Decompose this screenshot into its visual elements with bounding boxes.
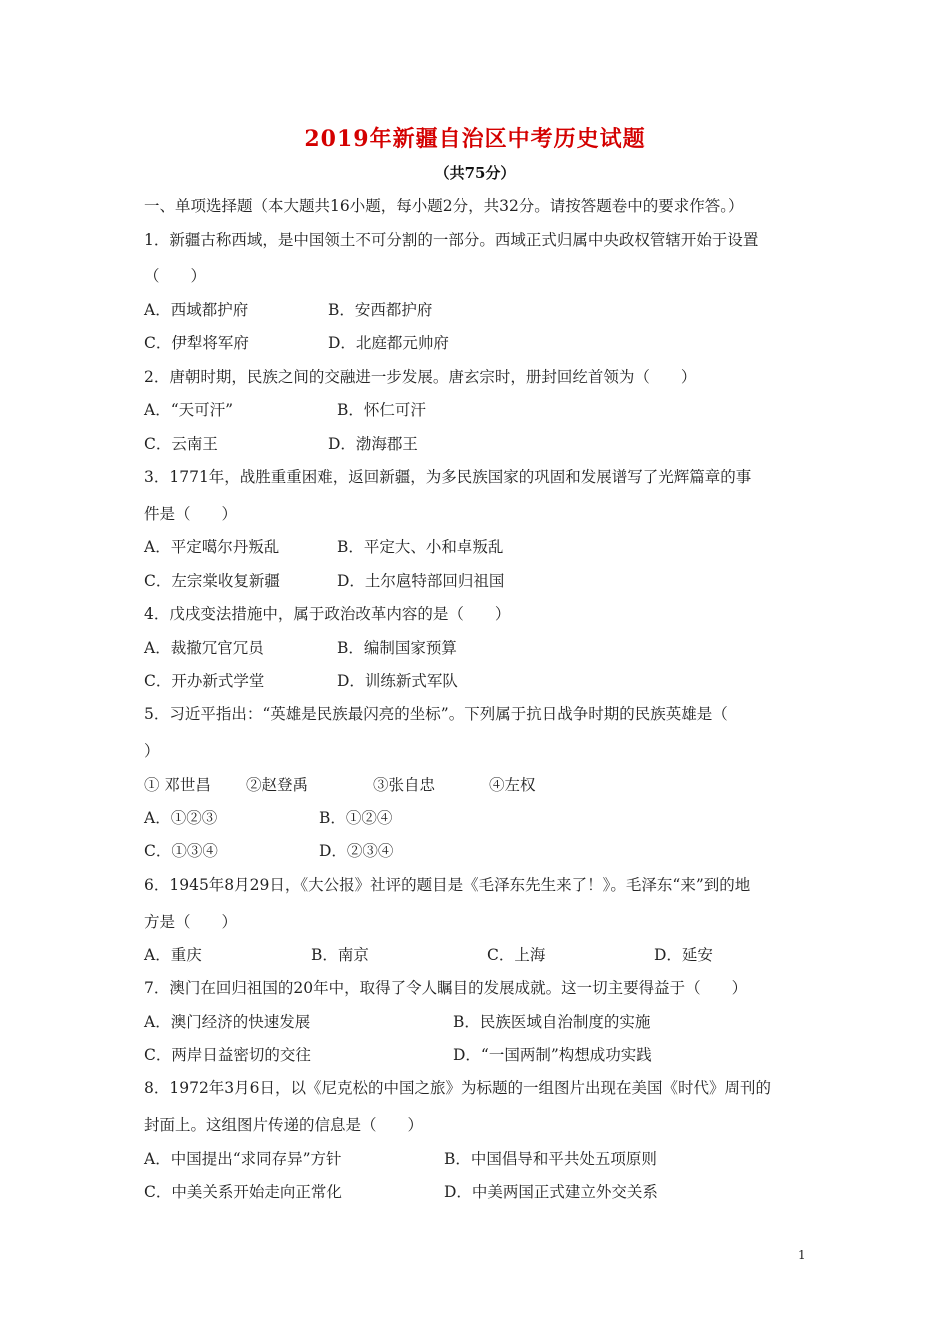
question-3-stem: 3．1771年，战胜重重困难，返回新疆，为多民族国家的巩固和发展谱写了光辉篇章的事 bbox=[144, 468, 752, 486]
question-6-stem: 6．1945年8月29日，《大公报》社评的题目是《毛泽东先生来了！》。毛泽东“来”到的地 bbox=[144, 876, 751, 894]
exam-title: 2019年新疆自治区中考历史试题 bbox=[304, 126, 646, 152]
question-5-option-d: D．②③④ bbox=[319, 842, 394, 860]
question-2-stem: 2．唐朝时期，民族之间的交融进一步发展。唐玄宗时，册封回纥首领为（ ） bbox=[144, 368, 697, 386]
question-6-option-a: A．重庆 bbox=[144, 946, 202, 964]
question-5-item-3: ③张自忠 bbox=[373, 776, 436, 794]
question-1-stem: 1．新疆古称西域，是中国领土不可分割的一部分。西域正式归属中央政权管辖开始于设置 bbox=[144, 231, 759, 249]
question-3-stem-cont: 件是（ ） bbox=[144, 505, 238, 523]
question-5-option-a: A．①②③ bbox=[144, 809, 218, 827]
question-5-option-b: B．①②④ bbox=[319, 809, 393, 827]
question-8-option-a: A．中国提出“求同存异”方针 bbox=[144, 1150, 342, 1168]
question-5-item-1: ① 邓世昌 bbox=[144, 776, 211, 794]
exam-subtitle: （共75分） bbox=[434, 164, 516, 182]
question-5-stem: 5．习近平指出：“英雄是民族最闪亮的坐标”。下列属于抗日战争时期的民族英雄是（ bbox=[144, 705, 728, 723]
question-5-stem-cont: ） bbox=[144, 742, 160, 760]
question-1-stem-cont: （ ） bbox=[144, 267, 207, 285]
question-7-stem: 7．澳门在回归祖国的20年中，取得了令人瞩目的发展成就。这一切主要得益于（ ） bbox=[144, 979, 748, 997]
question-5-item-4: ④左权 bbox=[489, 776, 536, 794]
question-4-option-a: A．裁撤冗官冗员 bbox=[144, 639, 264, 657]
question-8-option-c: C．中美关系开始走向正常化 bbox=[144, 1183, 342, 1201]
question-7-option-a: A．澳门经济的快速发展 bbox=[144, 1013, 311, 1031]
question-5-item-2: ②赵登禹 bbox=[246, 776, 309, 794]
page-number: 1 bbox=[798, 1248, 806, 1262]
question-8-option-b: B．中国倡导和平共处五项原则 bbox=[444, 1150, 657, 1168]
question-8-stem-cont: 封面上。这组图片传递的信息是（ ） bbox=[144, 1116, 424, 1134]
question-6-option-c: C．上海 bbox=[487, 946, 546, 964]
question-4-option-c: C．开办新式学堂 bbox=[144, 672, 265, 690]
question-3-option-a: A．平定噶尔丹叛乱 bbox=[144, 538, 280, 556]
question-3-option-b: B．平定大、小和卓叛乱 bbox=[337, 538, 504, 556]
question-6-option-d: D．延安 bbox=[654, 946, 713, 964]
question-1-option-a: A．西域都护府 bbox=[144, 301, 249, 319]
question-8-stem: 8．1972年3月6日，以《尼克松的中国之旅》为标题的一组图片出现在美国《时代》周刊的 bbox=[144, 1079, 772, 1097]
question-1-option-d: D．北庭都元帅府 bbox=[328, 334, 449, 352]
question-4-option-d: D．训练新式军队 bbox=[337, 672, 458, 690]
question-8-option-d: D．中美两国正式建立外交关系 bbox=[444, 1183, 658, 1201]
question-3-option-c: C．左宗棠收复新疆 bbox=[144, 572, 280, 590]
question-6-stem-cont: 方是（ ） bbox=[144, 913, 238, 931]
question-1-option-c: C．伊犁将军府 bbox=[144, 334, 249, 352]
question-4-stem: 4．戊戌变法措施中，属于政治改革内容的是（ ） bbox=[144, 605, 511, 623]
question-6-option-b: B．南京 bbox=[311, 946, 369, 964]
question-3-option-d: D．土尔扈特部回归祖国 bbox=[337, 572, 505, 590]
question-5-option-c: C．①③④ bbox=[144, 842, 218, 860]
question-4-option-b: B．编制国家预算 bbox=[337, 639, 457, 657]
question-1-option-b: B．安西都护府 bbox=[328, 301, 433, 319]
question-2-option-d: D．渤海郡王 bbox=[328, 435, 418, 453]
question-7-option-b: B．民族医域自治制度的实施 bbox=[453, 1013, 651, 1031]
section-heading: 一、单项选择题（本大题共16小题，每小题2分，共32分。请按答题卷中的要求作答。） bbox=[144, 197, 744, 215]
question-2-option-c: C．云南王 bbox=[144, 435, 218, 453]
question-7-option-d: D．“一国两制”构想成功实践 bbox=[453, 1046, 652, 1064]
question-2-option-b: B．怀仁可汗 bbox=[337, 401, 426, 419]
question-7-option-c: C．两岸日益密切的交往 bbox=[144, 1046, 311, 1064]
question-2-option-a: A．“天可汗” bbox=[144, 401, 234, 419]
